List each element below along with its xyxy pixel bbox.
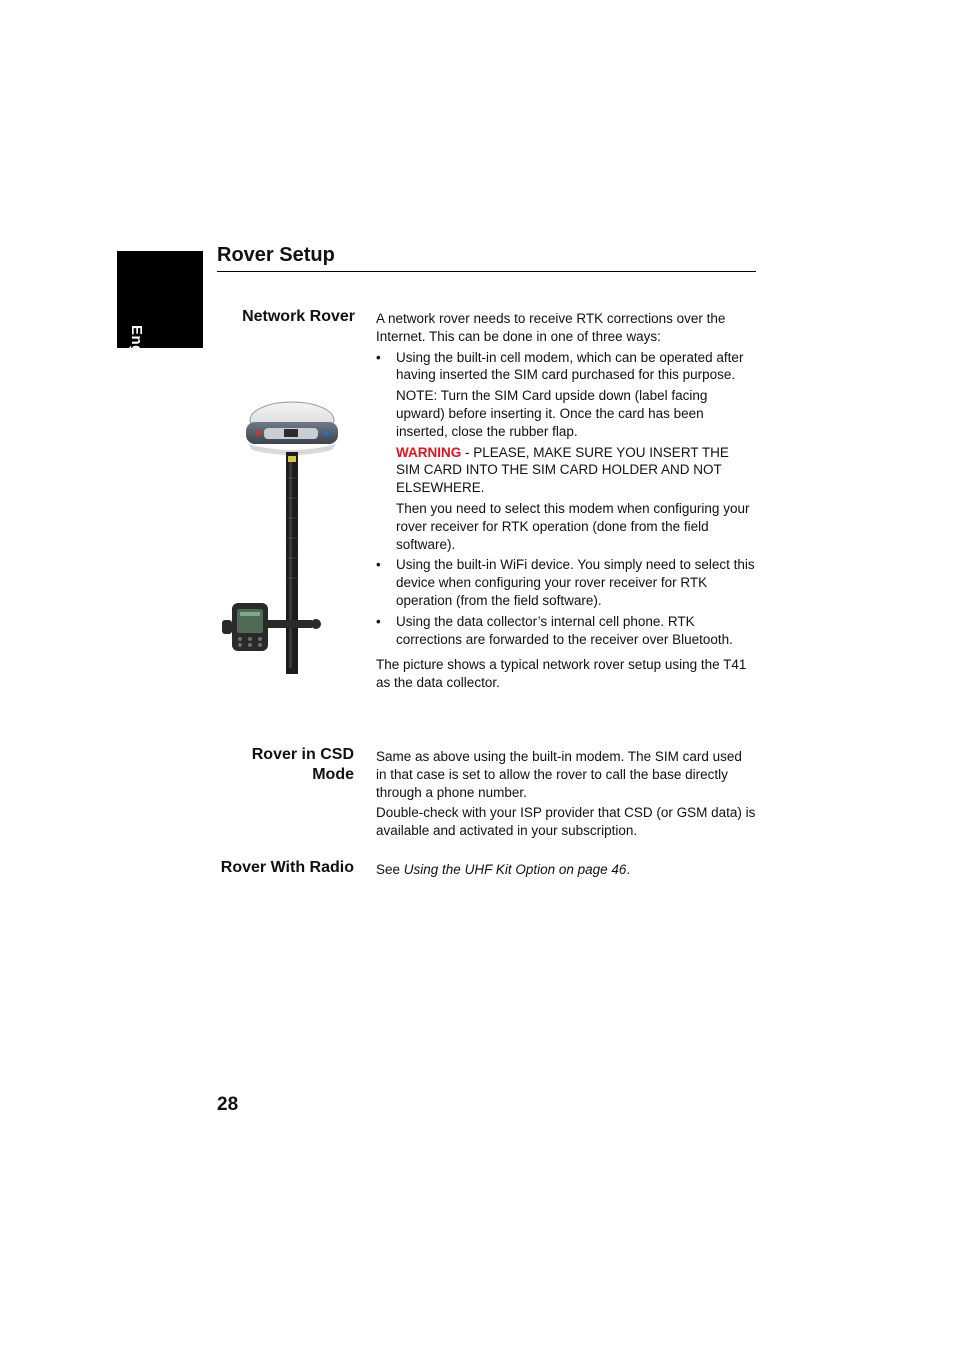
photo-caption: The picture shows a typical network rover setup using the T41 as the data collector.: [376, 657, 747, 691]
network-rover-options: [376, 349, 756, 649]
language-tab-label: English: [128, 325, 145, 383]
sim-note: NOTE: Turn the SIM Card upside down (label facing upward) before inserting it. Once the card has been inserted, close the rubber flap.: [396, 388, 708, 439]
radio-body: [376, 861, 756, 882]
csd-mode-para-2: Double-check with your ISP provider that CSD (or GSM data) is available and activated in your subscription.: [376, 805, 756, 839]
uhf-kit-link[interactable]: Using the UHF Kit Option on page 46: [403, 862, 627, 877]
radio-heading: Rover With Radio: [220, 859, 354, 876]
page-title: Rover Setup: [217, 244, 335, 266]
list-item: • Using the built-in cell modem, which can be operated after having inserted the SIM card purchased for this purpose. NOTE: Turn the SIM Card upside down (label facing upward) before inserting it. Once the card has been inserted, close the rubber flap. WARNING - PLEASE, MAKE SURE YOU INSERT THE SIM CARD INTO THE SIM CARD HOLDER AND NOT ELSEWHERE. Then you need to select this modem when configuring your rover receiver for RTK operation (done from the field software).: [376, 349, 756, 554]
page-number: 28: [217, 1094, 239, 1115]
warning-text: - PLEASE, MAKE SURE YOU INSERT THE SIM CARD INTO THE SIM CARD HOLDER AND NOT ELSEWHERE.: [396, 444, 729, 496]
network-rover-intro: A network rover needs to receive RTK corrections over the Internet. This can be done in one of three ways:: [376, 311, 726, 344]
title-rule: [217, 271, 756, 272]
network-rover-setup-photo: [218, 398, 366, 682]
warning-label: WARNING: [396, 444, 462, 460]
option-wifi: Using the built-in WiFi device. You simply need to select this device when configuring your rover receiver for RTK operation (from the field software).: [396, 557, 755, 608]
sim-warning: [396, 444, 756, 497]
list-item: • Using the built-in WiFi device. You simply need to select this device when configuring your rover receiver for RTK operation (from the field software).: [376, 557, 755, 608]
modem-config-text: Then you need to select this modem when configuring your rover receiver for RTK operation (done from the field software).: [396, 500, 750, 552]
list-item: • Using the data collector’s internal cell phone. RTK corrections are forwarded to the receiver over Bluetooth.: [376, 613, 733, 647]
csd-mode-para-1: Same as above using the built-in modem. The SIM card used in that case is set to allow the rover to call the base directly through a phone number.: [376, 749, 742, 800]
network-rover-body: [376, 310, 756, 695]
csd-mode-body: [376, 748, 756, 843]
language-tab: [117, 251, 203, 383]
radio-reference: See Using the UHF Kit Option on page 46.: [376, 862, 631, 877]
csd-mode-heading: Rover in CSD Mode: [251, 746, 354, 783]
option-data-collector-phone: Using the data collector’s internal cell phone. RTK corrections are forwarded to the receiver over Bluetooth.: [396, 613, 733, 647]
option-cell-modem: Using the built-in cell modem, which can be operated after having inserted the SIM card purchased for this purpose.: [396, 349, 744, 383]
network-rover-heading: Network Rover: [242, 308, 355, 325]
